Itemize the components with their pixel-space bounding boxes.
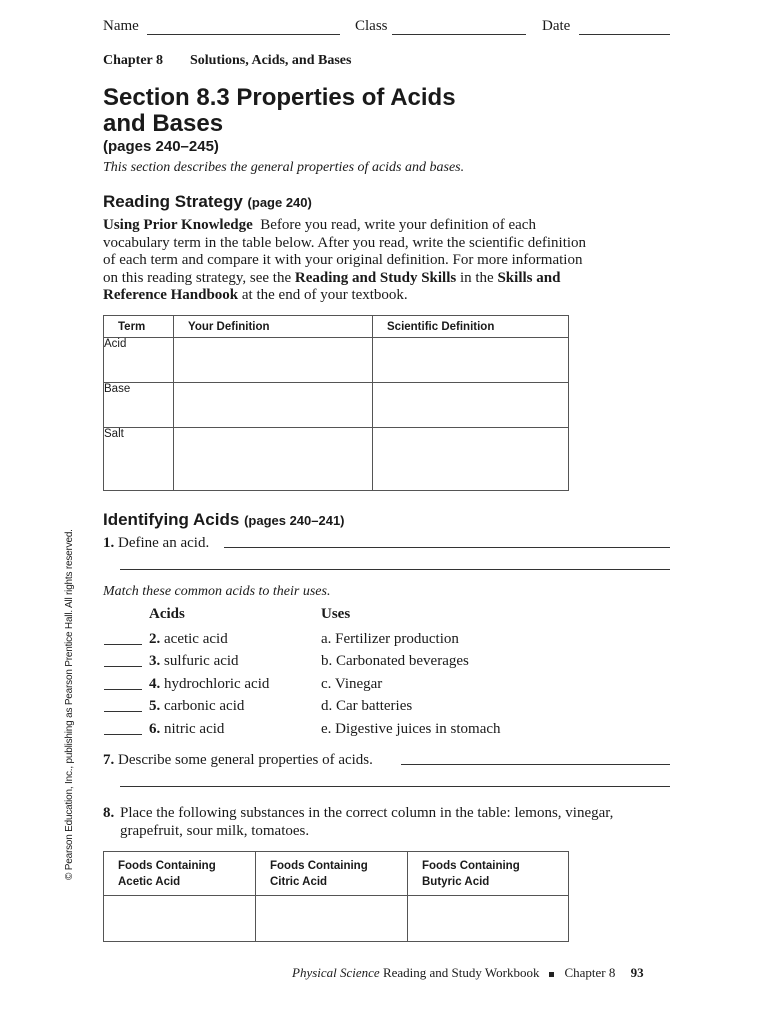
table-header-your-definition: Your Definition: [174, 316, 373, 338]
use-item-e: e. Digestive juices in stomach: [321, 721, 501, 737]
table-term-salt: Salt: [104, 428, 174, 491]
class-field[interactable]: [392, 34, 526, 35]
question-8: [103, 805, 670, 840]
foods-header-line: Citric Acid: [270, 876, 328, 888]
footer: [292, 965, 644, 981]
section-title-line-1: Section 8.3 Properties of Acids: [103, 84, 456, 111]
table-term-acid: Acid: [104, 338, 174, 383]
name-field[interactable]: [147, 34, 340, 35]
foods-header-line: Acetic Acid: [118, 876, 181, 888]
acid-item-number: 3.: [149, 653, 161, 669]
footer-book-subtitle: Reading and Study Workbook: [382, 965, 540, 980]
question-8-text: Place the following substances in the correct column in the table: lemons, vinegar, grapefruit, sour milk, tomatoes.: [120, 805, 614, 839]
date-label: Date: [542, 18, 571, 34]
acid-item-name: nitric acid: [164, 721, 225, 737]
table-header-term: Term: [104, 316, 174, 338]
acid-item-name: acetic acid: [164, 631, 228, 647]
reading-strategy-heading: [103, 192, 312, 212]
page-number: 93: [630, 965, 644, 980]
use-item-c: c. Vinegar: [321, 676, 383, 692]
reading-strategy-lead: Using Prior Knowledge: [103, 217, 253, 233]
acid-item-number: 2.: [149, 631, 161, 647]
foods-header-acetic: [104, 852, 256, 896]
match-answer-blank-4[interactable]: [104, 689, 142, 690]
foods-header-butyric: [408, 852, 569, 896]
foods-citric-answer-cell[interactable]: [256, 896, 408, 942]
question-1: [103, 535, 209, 552]
vocabulary-table: [103, 315, 569, 491]
section-title-line-2: and Bases: [103, 110, 224, 137]
question-7-answer-line-2[interactable]: [120, 786, 670, 787]
foods-header-citric: [256, 852, 408, 896]
base-your-definition-cell[interactable]: [174, 383, 373, 428]
reading-strategy-text-3: at the end of your textbook.: [241, 287, 408, 303]
section-pages: (pages 240–245): [103, 138, 219, 155]
foods-table: [103, 851, 569, 942]
match-instructions: Match these common acids to their uses.: [103, 584, 331, 599]
table-header-scientific-definition: Scientific Definition: [373, 316, 569, 338]
base-scientific-definition-cell[interactable]: [373, 383, 569, 428]
salt-your-definition-cell[interactable]: [174, 428, 373, 491]
foods-header-line: Foods Containing: [118, 860, 216, 872]
copyright-notice: © Pearson Education, Inc., publishing as Pearson Prentice Hall. All rights reserved.: [64, 529, 75, 880]
foods-header-line: Foods Containing: [422, 860, 520, 872]
class-label: Class: [355, 18, 388, 34]
chapter-title: Solutions, Acids, and Bases: [190, 53, 352, 68]
foods-header-line: Butyric Acid: [422, 876, 490, 888]
use-item-d: d. Car batteries: [321, 698, 413, 714]
acid-item-3: [149, 653, 239, 670]
acid-item-2: [149, 631, 228, 648]
section-description: This section describes the general properties of acids and bases.: [103, 160, 465, 175]
acid-item-name: carbonic acid: [164, 698, 245, 714]
question-1-answer-line-2[interactable]: [120, 569, 670, 570]
acid-item-number: 4.: [149, 676, 161, 692]
question-1-text: Define an acid.: [118, 535, 210, 551]
use-item-a: a. Fertilizer production: [321, 631, 459, 647]
question-7-text: Describe some general properties of acids.: [118, 752, 373, 768]
question-1-number: 1.: [103, 535, 115, 551]
reading-strategy-title: Reading Strategy: [103, 192, 243, 211]
foods-butyric-answer-cell[interactable]: [408, 896, 569, 942]
match-answer-blank-5[interactable]: [104, 711, 142, 712]
acid-item-name: hydrochloric acid: [164, 676, 270, 692]
match-answer-blank-2[interactable]: [104, 644, 142, 645]
acid-item-name: sulfuric acid: [164, 653, 239, 669]
reading-strategy-text-2: in the: [459, 269, 494, 286]
acid-item-4: [149, 676, 269, 693]
acid-item-6: [149, 721, 224, 738]
date-field[interactable]: [579, 34, 670, 35]
foods-header-line: Foods Containing: [270, 860, 368, 872]
acids-column-header: Acids: [149, 606, 185, 622]
acid-scientific-definition-cell[interactable]: [373, 338, 569, 383]
reading-strategy-text: [103, 217, 588, 305]
identifying-acids-title: Identifying Acids: [103, 510, 240, 529]
name-label: Name: [103, 18, 139, 34]
question-1-answer-line-1[interactable]: [224, 547, 670, 548]
chapter-label: Chapter 8: [103, 53, 164, 68]
question-8-number: 8.: [103, 805, 115, 821]
footer-book-title: Physical Science: [292, 965, 380, 980]
reading-strategy-pages: (page 240): [247, 195, 312, 210]
acid-item-number: 6.: [149, 721, 161, 737]
question-7-answer-line-1[interactable]: [401, 764, 670, 765]
bullet-square-icon: [549, 972, 554, 977]
acid-item-number: 5.: [149, 698, 161, 714]
reading-strategy-bold-1: Reading and Study Skills: [294, 269, 457, 286]
question-7-number: 7.: [103, 752, 115, 768]
foods-acetic-answer-cell[interactable]: [104, 896, 256, 942]
table-term-base: Base: [104, 383, 174, 428]
uses-column-header: Uses: [321, 606, 351, 622]
reading-strategy-text-1: Before you read, write your definition of each vocabulary term in the table below. After you read, write the scientific definition of each term and compare it with your original definition. For more information on this reading strategy, see the: [103, 217, 587, 286]
salt-scientific-definition-cell[interactable]: [373, 428, 569, 491]
match-answer-blank-3[interactable]: [104, 666, 142, 667]
identifying-acids-heading: [103, 510, 345, 530]
reading-strategy-bold-2: Skills and Reference Handbook: [103, 269, 561, 303]
footer-chapter: Chapter 8: [564, 965, 616, 980]
acid-item-5: [149, 698, 244, 715]
acid-your-definition-cell[interactable]: [174, 338, 373, 383]
identifying-acids-pages: (pages 240–241): [244, 513, 345, 528]
use-item-b: b. Carbonated beverages: [321, 653, 469, 669]
question-7: [103, 752, 373, 769]
match-answer-blank-6[interactable]: [104, 734, 142, 735]
